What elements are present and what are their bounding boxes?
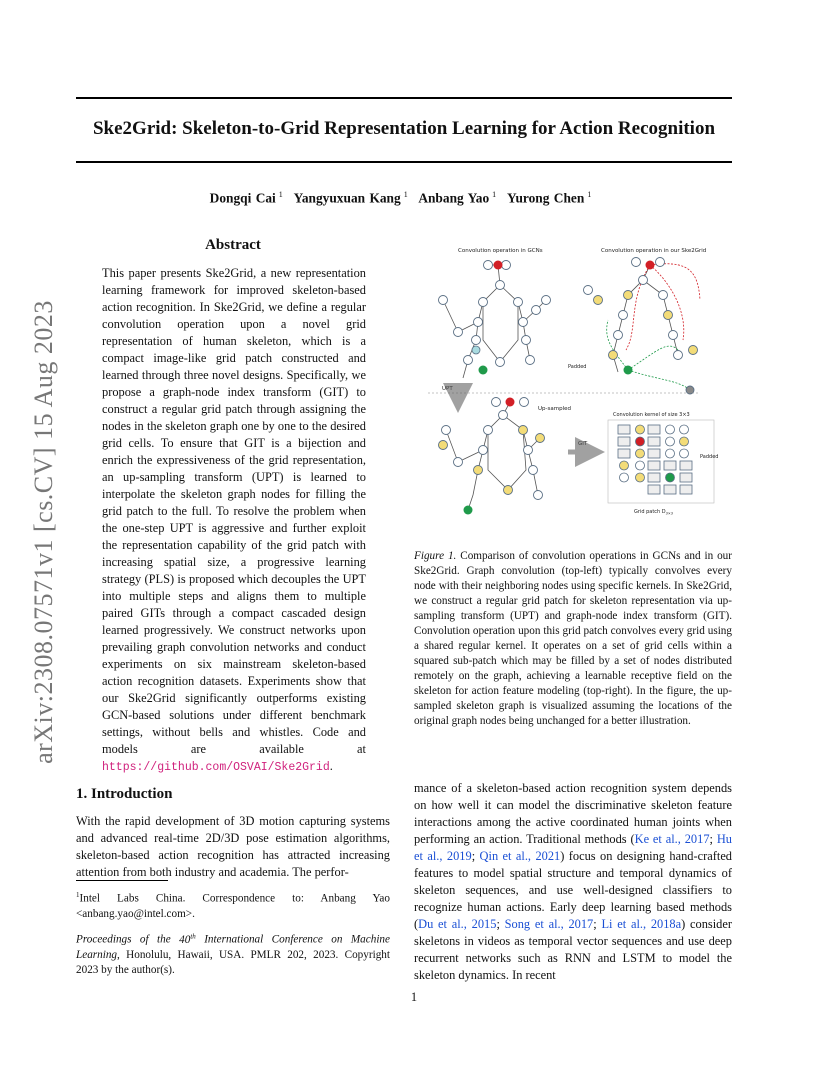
abstract-body: This paper presents Ske2Grid, a new representation learning framework for improved skeleton-based action recognition. In Ske2Grid, we define a regular convolution operation upon a novel grid representation of human skeleton, which is a compact image-like grid patch constructed and learned through three novel designs. Specifically, we propose a graph-node index transform (GIT) to construct a regular grid patch through assigning the nodes in the skeleton graph one by one to the desired grid cells. To ensure that GIT is a bijection and enrich the expressiveness of the grid representation, an up-sampling transform (UPT) is learned to interpolate the skeleton graph nodes for filling the grid patch to the full. To resolve the problem when the one-step UPT is aggressive and further exploit the representation capability of the grid patch with increasing spatial size, a progressive learning strategy (PLS) is proposed which decouples the UPT into multiple steps and aligns them to multiple paired GITs through a compact cascaded design learned progressively. We construct networks upon prevailing graph convolution networks and conduct experiments on six mainstream skeleton-based action recognition datasets. Experiments show that our Ske2Grid significantly outperforms existing GCN-based solutions under different benchmark settings, without bells and whistles. Code and models are available at xyxy=(102,266,366,756)
upsampled-green-node xyxy=(464,506,473,515)
author-affiliation: 1 xyxy=(492,190,497,199)
label-kernel: Convolution kernel of size 3×3 xyxy=(613,412,690,418)
author-affiliation: 1 xyxy=(587,190,592,199)
citation-link[interactable]: Hu et al., 2019 xyxy=(414,832,732,863)
label-padded-top: Padded xyxy=(568,364,587,370)
gcn-nodes xyxy=(439,261,551,367)
paper-title: Ske2Grid: Skeleton-to-Grid Representation Learning for Action Recognition xyxy=(92,118,716,139)
author-name: Yangyuxuan Kang xyxy=(293,190,401,206)
proceedings-part1: Proceedings of the xyxy=(76,933,171,946)
top-rule xyxy=(76,97,732,99)
label-gcn: Convolution operation in GCNs xyxy=(458,248,543,254)
grid-patch-cells xyxy=(618,425,692,494)
caption-text: Comparison of convolution operations in GCNs and in our Ske2Grid. Graph convolution (top-left) typically convolves every node with their neighboring nodes using specific kernels. In Ske2Grid, we construct a regular grid patch for skeleton representation via up-sampling transform (UPT) and graph-node index transform (GIT). Convolution operation upon this grid patch convolves every grid using a shared regular kernel. It operates on a set of grid cells within a squared sub-patch which may be filled by a set of nodes distributed remotely on the graph, achieving a learnable receptive field on the skeleton for action feature modeling (top-right). In the figure, the up-sampled skeleton graph is visualized assuming the locations of the original graph nodes being unchanged for a better illustration. xyxy=(414,550,732,727)
code-link[interactable]: https://github.com/OSVAI/Ske2Grid xyxy=(102,761,330,774)
author-affiliation: 1 xyxy=(278,190,283,199)
ske2grid-green-node xyxy=(624,366,633,375)
label-upt: UPT xyxy=(442,386,453,392)
intro-text-run: ; xyxy=(709,832,717,846)
proceedings-part3: , Honolulu, Hawaii, USA. PMLR 202, 2023. Copyright 2023 by the author(s). xyxy=(76,948,390,976)
intro-text-run: ; xyxy=(496,917,505,931)
introduction-right-text xyxy=(414,780,732,984)
title-bottom-rule xyxy=(76,161,732,163)
gcn-cyan-node xyxy=(472,346,480,354)
ske2grid-dashed-links xyxy=(607,264,700,390)
abstract-heading: Abstract xyxy=(205,237,261,253)
proceedings-part2: International Conference on Machine Learning xyxy=(76,933,390,961)
citation-link[interactable]: Song et al., 2017 xyxy=(504,917,594,931)
author-name: Dongqi Cai xyxy=(209,190,276,206)
author-list xyxy=(76,190,732,206)
proceedings-note xyxy=(76,929,390,978)
citation-link[interactable]: Du et al., 2015 xyxy=(418,917,497,931)
citation-link[interactable]: Qin et al., 2021 xyxy=(479,849,561,863)
gcn-center-red-node xyxy=(494,261,503,270)
figure-1-diagram xyxy=(428,240,728,530)
label-grid-patch: Grid patch $D_{3\times 3}$ xyxy=(634,509,674,516)
intro-text-run: ) focus on designing hand-crafted features to model spatial structure and temporal dynamics of skeleton sequences, and use well-designed classifiers to recognize human actions. Early deep learning based methods ( xyxy=(414,849,733,931)
figure-caption xyxy=(414,549,732,729)
upsampled-nodes xyxy=(439,398,545,500)
label-ske2grid: Convolution operation in our Ske2Grid xyxy=(601,248,707,254)
upsampled-red-node xyxy=(506,398,515,407)
proceedings-ordinal: 40th xyxy=(179,932,196,946)
author-name: Anbang Yao xyxy=(418,190,490,206)
footnote-text: Intel Labs China. Correspondence to: Anbang Yao <anbang.yao@intel.com>. xyxy=(76,892,390,920)
author-name: Yurong Chen xyxy=(507,190,585,206)
citation-link[interactable]: Ke et al., 2017 xyxy=(634,832,710,846)
arxiv-identifier: arXiv:2308.07571v1 [cs.CV] 15 Aug 2023 xyxy=(29,300,58,764)
author-affiliation: 1 xyxy=(403,190,408,199)
intro-text-run: mance of a skeleton-based action recognition system depends on how well it can model the discriminative skeleton feature interactions among the active coordinated human joints when performing an action. Traditional methods ( xyxy=(414,781,732,846)
introduction-heading: 1. Introduction xyxy=(76,786,173,802)
citation-link[interactable]: Li et al., 2018a xyxy=(601,917,682,931)
label-git: GIT xyxy=(578,441,588,447)
introduction-left-text: With the rapid development of 3D motion capturing systems and advanced real-time 2D/3D pose estimation algorithms, skeleton-based action recognition has attracted increasing attention from both industry and academia. The perfor- xyxy=(76,814,390,879)
footnote-mark: 1 xyxy=(76,891,80,899)
intro-text-run: ) consider skeletons in videos as temporal vector sequences and use deep recurrent networks such as RNN and LSTM to model the skeleton dynamics. In recent xyxy=(414,917,732,982)
abstract-end: . xyxy=(329,759,333,773)
page-number: 1 xyxy=(410,990,418,1004)
label-upsampled: Up-sampled xyxy=(538,406,571,412)
ske2grid-nodes xyxy=(584,258,698,395)
label-padded-right: Padded xyxy=(700,454,719,460)
gcn-green-node xyxy=(479,366,488,375)
footnote xyxy=(76,888,390,922)
upsampled-skeleton-graph xyxy=(446,402,540,510)
abstract-text xyxy=(102,265,366,776)
intro-text-run: ; xyxy=(593,917,602,931)
intro-text-run: ; xyxy=(471,849,480,863)
ske2grid-center-red-node xyxy=(646,261,655,270)
caption-label: Figure 1. xyxy=(414,550,457,562)
footnote-rule xyxy=(76,880,168,881)
